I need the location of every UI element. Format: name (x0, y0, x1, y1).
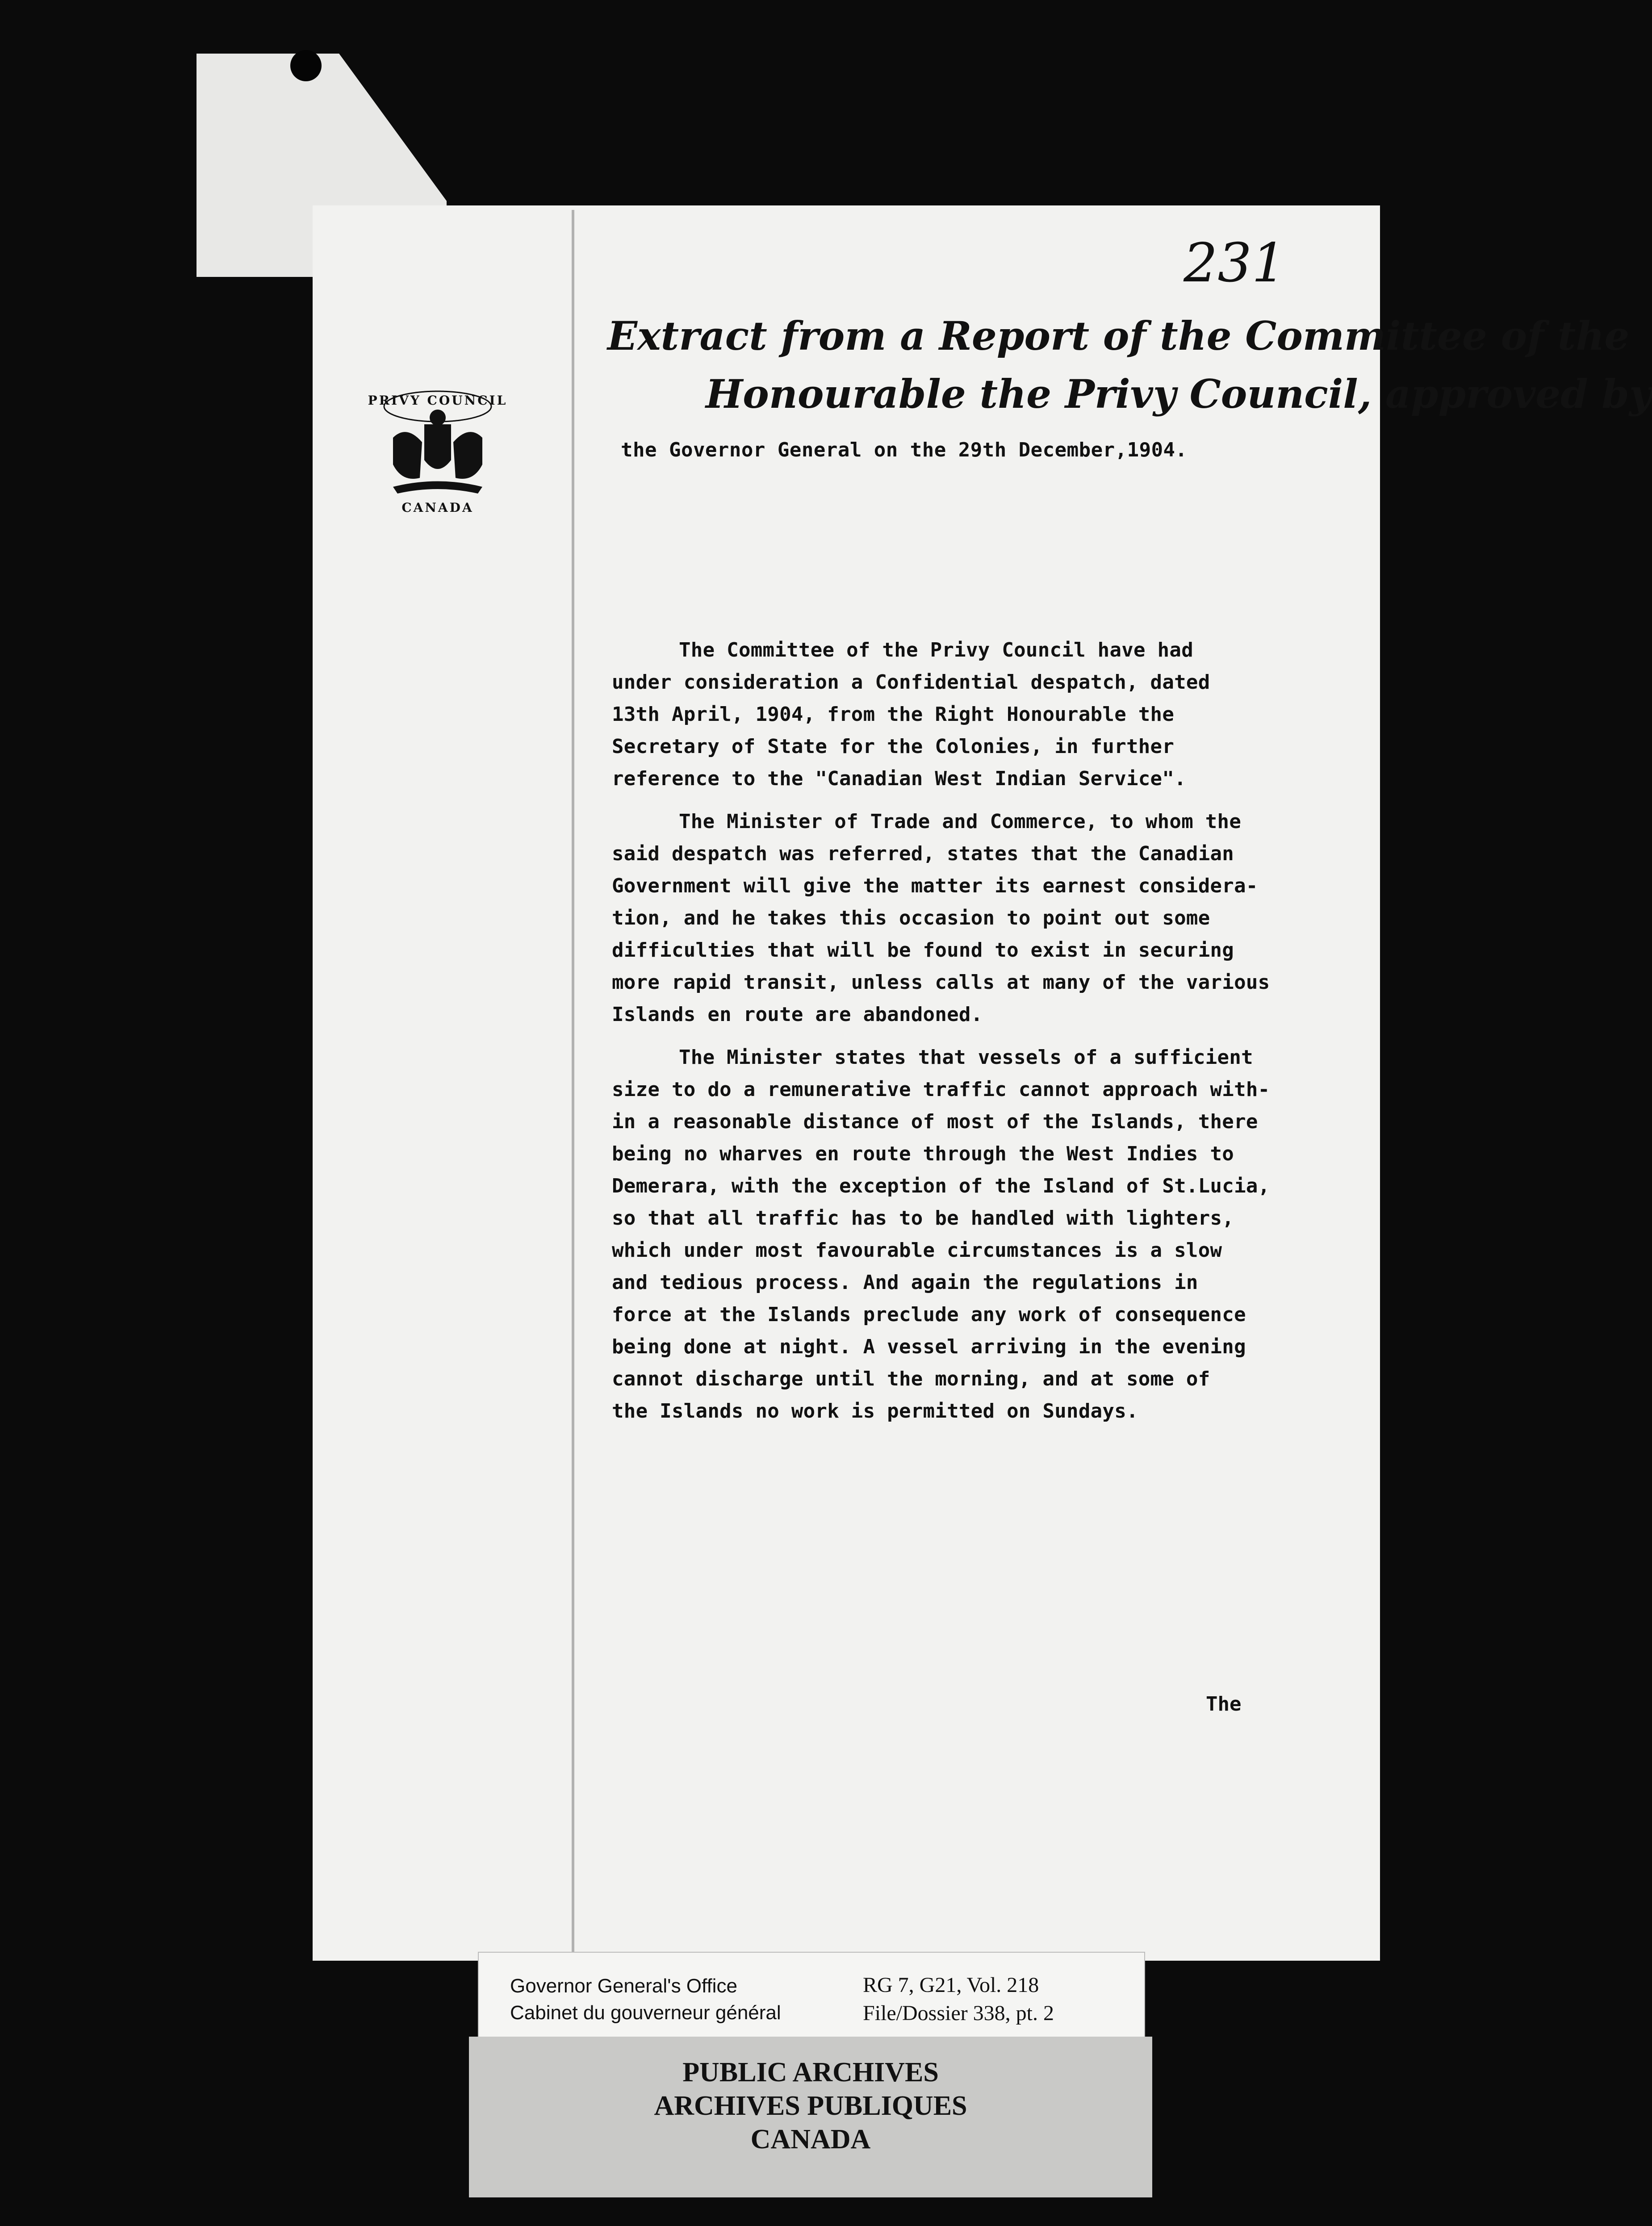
text-line: The Minister states that vessels of a sufficient (679, 1046, 1253, 1069)
label-office-fr: Cabinet du gouverneur général (510, 2002, 781, 2024)
text-line: cannot discharge until the morning, and at some of (612, 1368, 1210, 1390)
text-line: 13th April, 1904, from the Right Honourable the (612, 703, 1175, 726)
label-file-number: File/Dossier 338, pt. 2 (863, 2001, 1054, 2025)
text-line: The Minister of Trade and Commerce, to whom the (679, 810, 1242, 833)
folio-number: 231 (1184, 232, 1286, 294)
text-line: difficulties that will be found to exist in securing (612, 939, 1234, 962)
document-body (612, 634, 1349, 1427)
margin-rule (572, 210, 574, 1956)
seal-top-text: PRIVY COUNCIL (368, 393, 508, 408)
seal-bottom-text: CANADA (401, 500, 474, 515)
text-line: being no wharves en route through the West Indies to (612, 1142, 1234, 1165)
text-line: in a reasonable distance of most of the Islands, there (612, 1110, 1258, 1133)
text-line: and tedious process. And again the regulations in (612, 1271, 1198, 1294)
archives-stamp-line-3: CANADA (750, 2124, 871, 2155)
label-office-en: Governor General's Office (510, 1975, 737, 1997)
text-line: being done at night. A vessel arriving in the evening (612, 1335, 1246, 1358)
punch-hole (290, 50, 322, 81)
label-record-group: RG 7, G21, Vol. 218 (863, 1973, 1039, 1997)
heading-line-2: Honourable the Privy Council, approved by (706, 371, 1652, 417)
text-line: reference to the "Canadian West Indian Service". (612, 767, 1186, 790)
archives-stamp-line-1: PUBLIC ARCHIVES (682, 2057, 939, 2088)
text-line: Secretary of State for the Colonies, in further (612, 735, 1175, 758)
text-line: tion, and he takes this occasion to point out some (612, 907, 1210, 929)
archives-stamp-line-2: ARCHIVES PUBLIQUES (654, 2091, 967, 2121)
text-line: under consideration a Confidential despatch, dated (612, 671, 1210, 694)
catchword: The (1206, 1693, 1242, 1716)
paragraph (612, 634, 1349, 795)
text-line: so that all traffic has to be handled with lighters, (612, 1207, 1234, 1230)
archives-stamp (469, 2037, 1152, 2197)
text-line: Government will give the matter its earnest considera- (612, 874, 1258, 897)
archive-reference-label (478, 1952, 1145, 2047)
text-line: said despatch was referred, states that the Canadian (612, 842, 1234, 865)
text-line: Islands en route are abandoned. (612, 1003, 983, 1026)
text-line: the Islands no work is permitted on Sundays. (612, 1400, 1138, 1423)
text-line: The Committee of the Privy Council have had (679, 639, 1193, 661)
heading-line-3: the Governor General on the 29th December,1904. (621, 439, 1188, 461)
text-line: force at the Islands preclude any work of consequence (612, 1303, 1246, 1326)
privy-council-seal (366, 375, 509, 527)
paragraph (612, 1042, 1349, 1427)
text-line: more rapid transit, unless calls at many of the various (612, 971, 1270, 994)
text-line: which under most favourable circumstances is a slow (612, 1239, 1222, 1262)
heading-line-1: Extract from a Report of the Committee of the (607, 313, 1630, 359)
paragraph (612, 806, 1349, 1031)
text-line: Demerara, with the exception of the Island of St.Lucia, (612, 1175, 1270, 1197)
text-line: size to do a remunerative traffic cannot approach with- (612, 1078, 1270, 1101)
